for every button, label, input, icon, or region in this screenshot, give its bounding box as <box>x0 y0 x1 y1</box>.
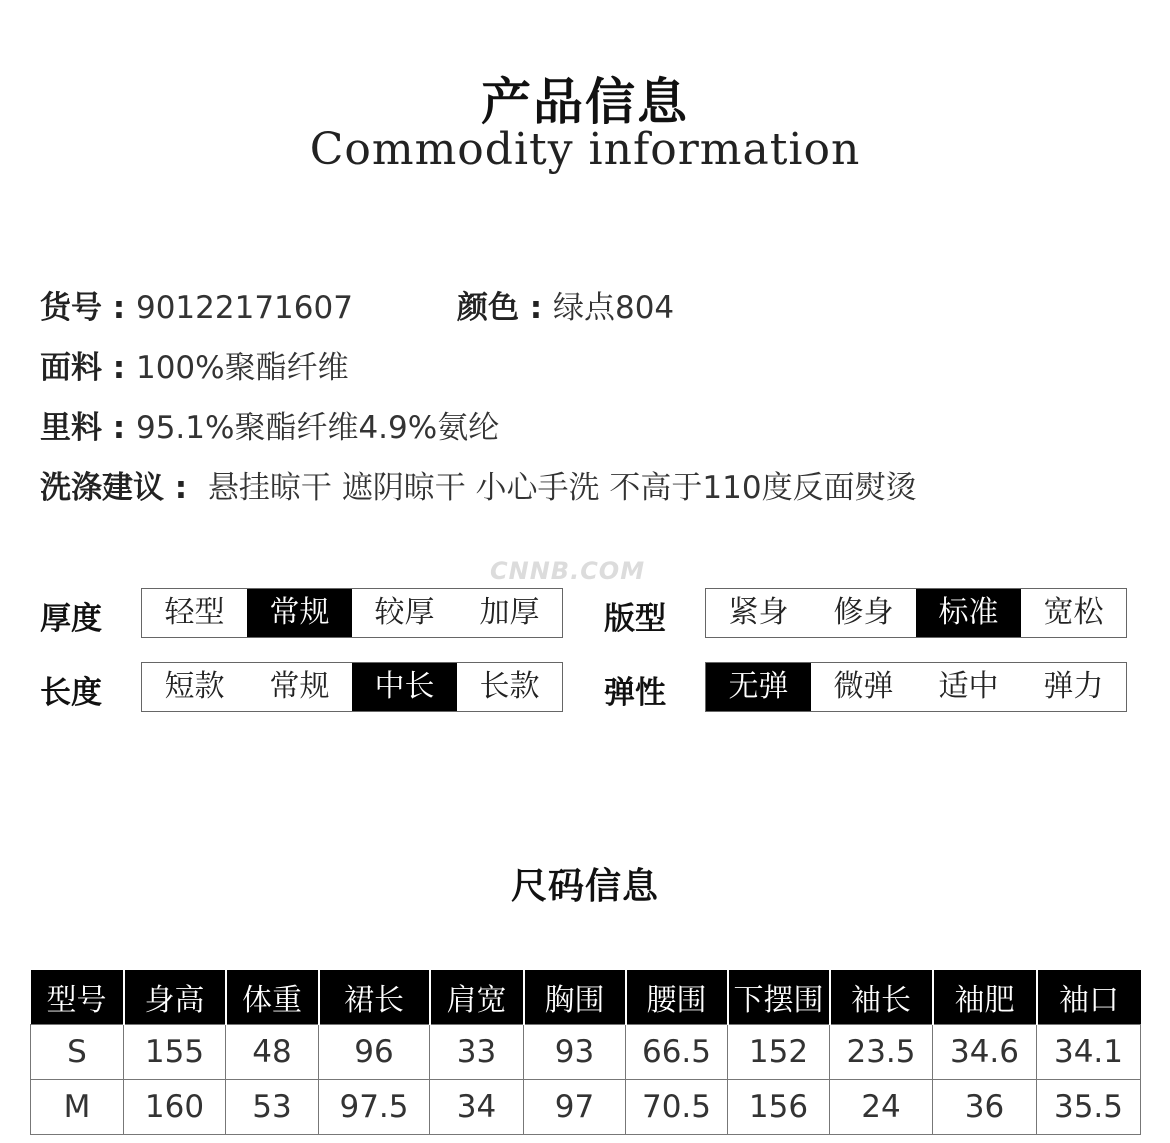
table-cell: 23.5 <box>830 1025 933 1080</box>
sku-value: 90122171607 <box>135 290 353 326</box>
length-options <box>141 662 563 712</box>
size-chart-header-cell: 袖肥 <box>933 970 1037 1025</box>
fit-option: 标准 <box>916 589 1021 637</box>
thickness-option: 加厚 <box>479 595 540 630</box>
elasticity-option: 无弹 <box>706 663 811 711</box>
table-cell: 33 <box>430 1025 524 1080</box>
thickness-options <box>141 588 563 638</box>
lining-label: 里料 : <box>40 410 136 446</box>
size-chart-header-row <box>31 970 1141 1025</box>
elasticity-option: 适中 <box>938 669 999 704</box>
table-row <box>31 1025 1141 1080</box>
size-chart-header-cell: 袖口 <box>1037 970 1141 1025</box>
length-option: 中长 <box>352 663 457 711</box>
size-chart-header-cell: 体重 <box>226 970 319 1025</box>
table-cell: M <box>31 1080 124 1135</box>
table-cell: 36 <box>933 1080 1037 1135</box>
table-cell: 97 <box>524 1080 626 1135</box>
fit-option: 宽松 <box>1043 595 1104 630</box>
color-line <box>457 282 674 327</box>
table-cell: 34 <box>430 1080 524 1135</box>
table-cell: 35.5 <box>1037 1080 1141 1135</box>
table-cell: 97.5 <box>319 1080 430 1135</box>
table-cell: 48 <box>226 1025 319 1080</box>
size-chart-header-cell: 袖长 <box>830 970 933 1025</box>
size-chart-body <box>31 1025 1141 1135</box>
fit-label: 版型 <box>604 601 666 637</box>
size-chart-header-cell: 裙长 <box>319 970 430 1025</box>
size-chart-header-cell: 下摆围 <box>728 970 830 1025</box>
length-option: 常规 <box>269 669 330 704</box>
fabric-value: 100%聚酯纤维 <box>135 350 349 386</box>
elasticity-options <box>705 662 1127 712</box>
care-label: 洗涤建议 : <box>40 470 198 506</box>
size-chart-header-cell: 腰围 <box>626 970 728 1025</box>
table-cell: 66.5 <box>626 1025 728 1080</box>
size-chart-header-cell: 身高 <box>124 970 226 1025</box>
table-cell: 34.1 <box>1037 1025 1141 1080</box>
elasticity-option: 弹力 <box>1043 669 1104 704</box>
fit-option: 修身 <box>833 595 894 630</box>
size-chart-table <box>30 970 1141 1135</box>
fit-option: 紧身 <box>728 595 789 630</box>
table-cell: 24 <box>830 1080 933 1135</box>
thickness-option: 常规 <box>247 589 352 637</box>
table-cell: S <box>31 1025 124 1080</box>
elasticity-label: 弹性 <box>604 675 666 711</box>
table-row <box>31 1080 1141 1135</box>
care-line <box>40 462 917 507</box>
lining-value: 95.1%聚酯纤维4.9%氨纶 <box>135 410 500 446</box>
length-option: 长款 <box>479 669 540 704</box>
table-cell: 34.6 <box>933 1025 1037 1080</box>
care-value: 悬挂晾干 遮阴晾干 小心手洗 不高于110度反面熨烫 <box>207 470 917 506</box>
size-chart-header-cell: 肩宽 <box>430 970 524 1025</box>
table-cell: 53 <box>226 1080 319 1135</box>
elasticity-option: 微弹 <box>833 669 894 704</box>
size-chart-title: 尺码信息 <box>510 866 659 907</box>
fit-options <box>705 588 1127 638</box>
table-cell: 96 <box>319 1025 430 1080</box>
color-label: 颜色 : <box>457 290 553 326</box>
size-chart-header-cell: 胸围 <box>524 970 626 1025</box>
lining-line <box>40 402 499 447</box>
table-cell: 155 <box>124 1025 226 1080</box>
table-cell: 70.5 <box>626 1080 728 1135</box>
page-title: 产品信息 <box>481 73 689 131</box>
page-subtitle: Commodity information <box>309 124 861 175</box>
sku-label: 货号 : <box>40 290 136 326</box>
table-cell: 160 <box>124 1080 226 1135</box>
color-value: 绿点804 <box>552 290 675 326</box>
table-cell: 93 <box>524 1025 626 1080</box>
sku-line <box>40 282 353 327</box>
fabric-label: 面料 : <box>40 350 136 386</box>
size-chart-header-cell: 型号 <box>31 970 124 1025</box>
thickness-option: 轻型 <box>164 595 225 630</box>
table-cell: 156 <box>728 1080 830 1135</box>
watermark-logo: CNNB.COM <box>490 557 646 585</box>
thickness-label: 厚度 <box>40 601 102 637</box>
table-cell: 152 <box>728 1025 830 1080</box>
length-label: 长度 <box>40 675 102 711</box>
fabric-line <box>40 342 349 387</box>
thickness-option: 较厚 <box>374 595 435 630</box>
length-option: 短款 <box>164 669 225 704</box>
